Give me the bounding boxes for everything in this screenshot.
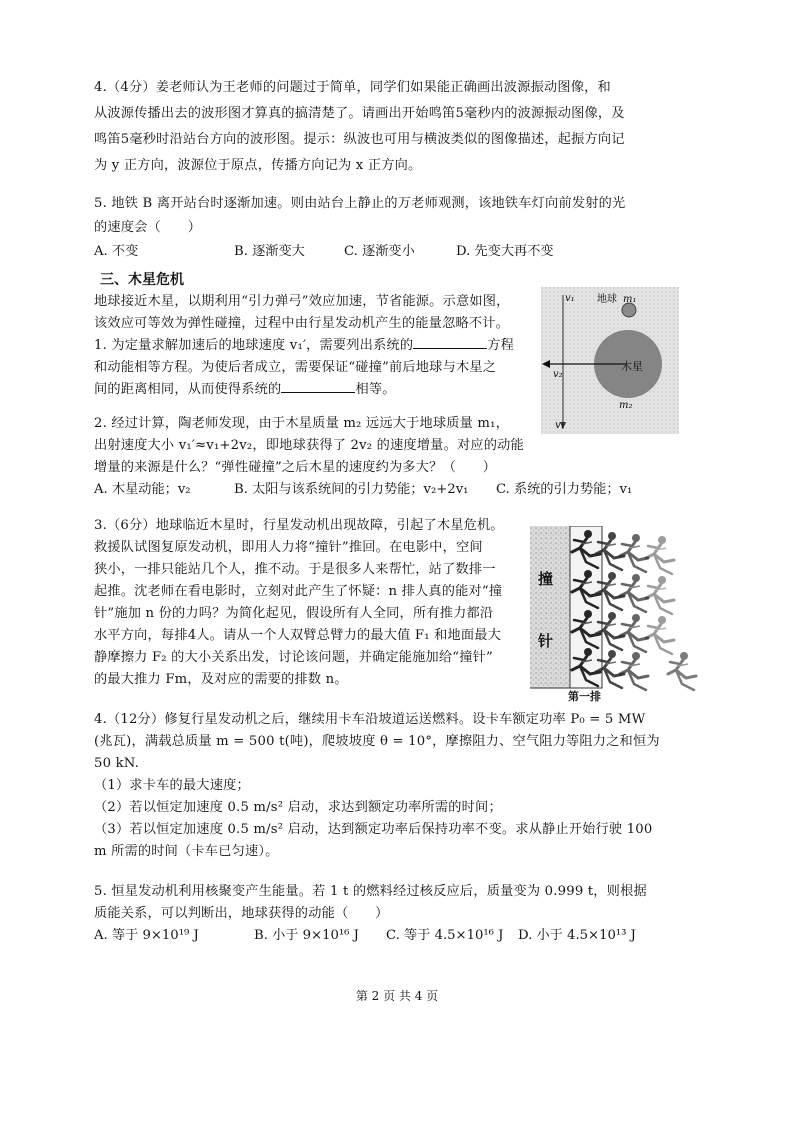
q2-option-c: C. 系统的引力势能；v₁ (496, 482, 633, 497)
q1-line-3 (94, 378, 396, 402)
q3-line-5: 针”施加 n 份的力吗？为简化起见，假设所有人全同，所有推力都沿 (94, 606, 494, 621)
q5a-line-1: 5. 地铁 B 离开站台时逐渐加速。则由站台上静止的万老师观测，该地铁车灯向前发射的光 (94, 196, 626, 211)
q5b-line-1: 5. 恒星发动机利用核聚变产生能量。若 1 t 的燃料经过核反应后，质量变为 0.999 t，则根据 (94, 884, 647, 899)
q5b-line-2: 质能关系，可以判断出，地球获得的动能（ ） (94, 906, 389, 921)
m1-label: m₁ (623, 294, 637, 305)
q4b-line-1: 4.（12分）修复行星发动机之后，继续用卡车沿坡道运送燃料。设卡车额定功率 P₀ = 5 MW (94, 712, 646, 727)
slingshot-figure (541, 287, 679, 434)
q4a-line-3: 鸣笛5毫秒时沿站台方向的波形图。提示：纵波也可用与横波类似的图像描述，起振方向记 (94, 132, 625, 147)
earth-label: 地球 (597, 294, 617, 305)
jupiter-label: 木星 (621, 360, 643, 373)
q5a-line-2: 的速度会（ ） (94, 220, 202, 235)
q4b-subq-3: （3）若以恒定加速度 0.5 m/s² 启动，达到额定功率后保持功率不变。求从静止开始行驶 100 (94, 822, 653, 837)
q4b-subq-1: （1）求卡车的最大速度； (94, 778, 250, 793)
first-row-label: 第一排 (568, 690, 601, 702)
q1-line-3-tail: 相等。 (355, 382, 396, 397)
q3-line-2: 救援队试图复原发动机，即用人力将“撞针”推回。在电影中，空间 (94, 540, 483, 555)
q5a-option-b: B. 逐渐变大 (234, 244, 305, 259)
pin-char-2: 针 (538, 632, 554, 650)
q3-line-7: 静摩擦力 F₂ 的大小关系出发，讨论该问题，并确定能施加给“撞针” (94, 650, 493, 665)
q5a-option-d: D. 先变大再不变 (456, 244, 554, 259)
pin-body (530, 526, 570, 688)
q2-options (94, 478, 744, 502)
page-footer: 第 2 页 共 4 页 (355, 989, 439, 1003)
q4b-subq-2: （2）若以恒定加速度 0.5 m/s² 启动，求达到额定功率所需的时间； (94, 800, 502, 815)
pin-char-1: 撞 (538, 570, 554, 588)
q1-line-1 (94, 334, 514, 358)
q4a-line-1: 4.（4分）姜老师认为王老师的问题过于简单，同学们如果能正确画出波源振动图像，和 (94, 80, 611, 95)
q4b-subq-3-cont: m 所需的时间（卡车已匀速）。 (94, 844, 279, 859)
q3-line-6: 水平方向，每排4人。请从一个人双臂总臂力的最大值 F₁ 和地面最大 (94, 628, 502, 643)
q1-line-1-tail: 方程 (487, 338, 515, 353)
q5a-option-a: A. 不变 (94, 244, 139, 259)
q5b-option-a: A. 等于 9×10¹⁹ J (94, 928, 199, 943)
q2-line-3: 增量的来源是什么？“弹性碰撞”之后木星的速度约为多大？（ ） (94, 460, 497, 475)
q1-line-2: 和动能相等方程。为使后者成立，需要保证“碰撞”前后地球与木星之 (94, 360, 497, 375)
q5a-option-c: C. 逐渐变小 (344, 244, 415, 259)
q4a-line-2: 从波源传播出去的波形图才算真的搞清楚了。请画出开始鸣笛5毫秒内的波源振动图像，及 (94, 106, 625, 121)
q4a-line-4: 为 y 正方向，波源位于原点，传播方向记为 x 正方向。 (94, 158, 422, 173)
q5a-options (94, 240, 734, 264)
q3-line-4: 起推。沈老师在看电影时，立刻对此产生了怀疑：n 排人真的能对“撞 (94, 584, 503, 599)
q5b-option-c: C. 等于 4.5×10¹⁶ J (386, 928, 504, 943)
q4b-line-3: 50 kN. (94, 756, 140, 771)
earth-circle (622, 303, 636, 317)
q1-line-1-text: 1. 为定量求解加速后的地球速度 v₁′，需要列出系统的 (94, 338, 414, 353)
answer-blank-2[interactable] (281, 378, 355, 393)
q2-option-a: A. 木星动能；v₂ (94, 482, 191, 497)
jupiter-intro-line-1: 地球接近木星，以期利用“引力弹弓”效应加速，节省能源。示意如图， (94, 294, 510, 309)
section-title: 三、木星危机 (100, 272, 184, 288)
m2-label: m₂ (619, 400, 633, 411)
q1-line-3-text: 间的距离相同，从而使得系统的 (94, 382, 282, 397)
v2-label: v₂ (553, 369, 563, 380)
q5b-options (94, 924, 714, 948)
v1-top-label: v₁ (565, 293, 575, 304)
q4b-line-2: (兆瓦)，满载总质量 m = 500 t(吨)，爬坡坡度 θ = 10°，摩擦阻力、空气阻力等阻力之和恒为 (94, 734, 660, 749)
push-pin-figure (530, 526, 706, 702)
answer-blank-1[interactable] (413, 334, 487, 349)
q2-option-b: B. 太阳与该系统间的引力势能；v₂+2v₁ (234, 482, 469, 497)
v1-bottom-label: v₁ (555, 420, 565, 431)
jupiter-intro-line-2: 该效应可等效为弹性碰撞，过程中由行星发动机产生的能量忽略不计。 (94, 316, 510, 331)
q3-line-1: 3.（6分）地球临近木星时，行星发动机出现故障，引起了木星危机。 (94, 518, 504, 533)
q3-line-3: 狭小，一排只能站几个人，推不动。于是很多人来帮忙，站了数排一 (94, 562, 496, 577)
q5b-option-b: B. 小于 9×10¹⁶ J (254, 928, 359, 943)
q2-line-1: 2. 经过计算，陶老师发现，由于木星质量 m₂ 远远大于地球质量 m₁， (94, 416, 510, 431)
q3-line-8: 的最大推力 Fm，及对应的需要的排数 n。 (94, 672, 348, 687)
q2-line-2: 出射速度大小 v₁′≈v₁+2v₂，即地球获得了 2v₂ 的速度增量。对应的动能 (94, 438, 524, 453)
q5b-option-d: D. 小于 4.5×10¹³ J (518, 928, 636, 943)
